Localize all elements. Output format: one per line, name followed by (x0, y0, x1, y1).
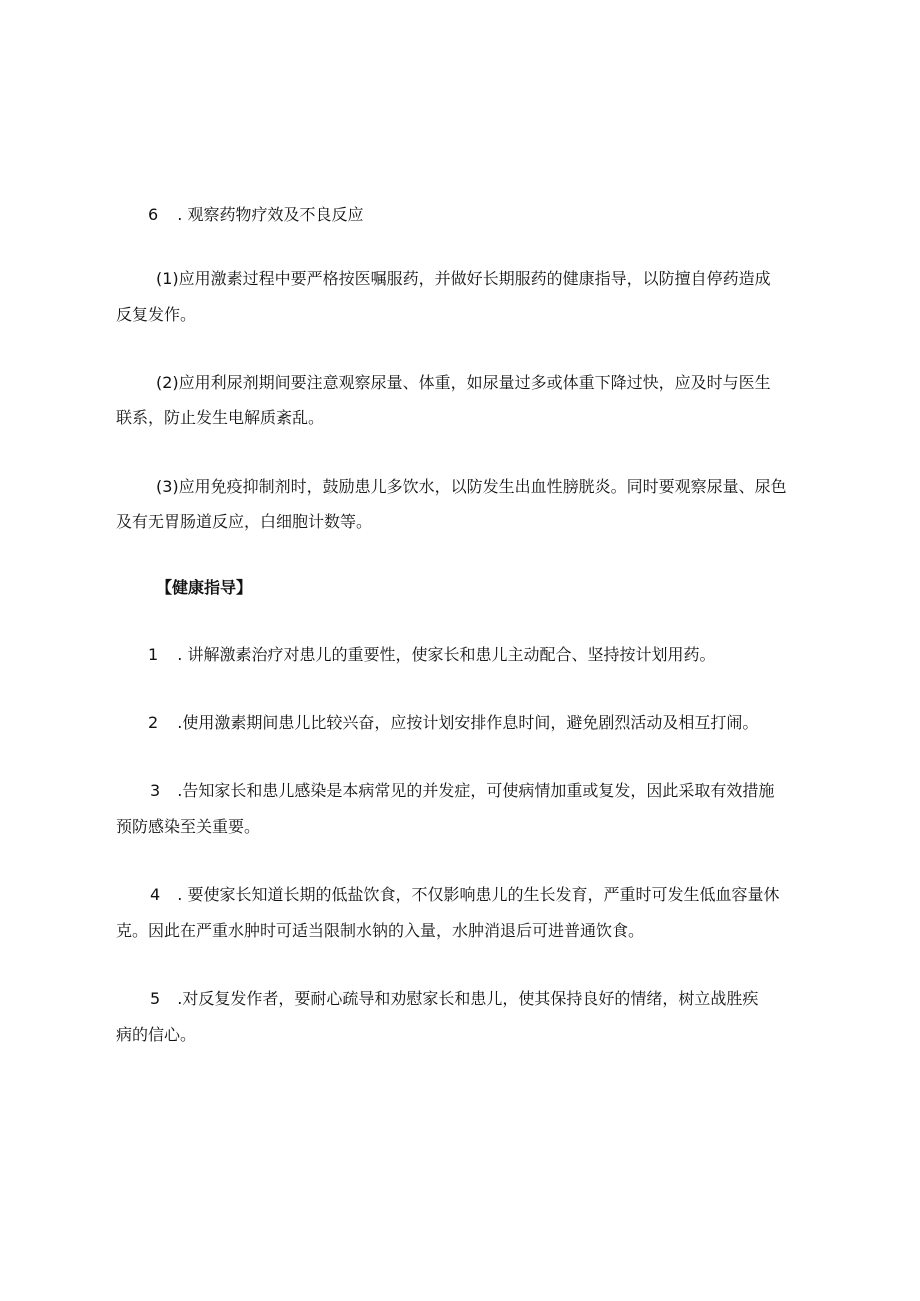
section6-item-3-line2: 及有无胃肠道反应，白细胞计数等。 (116, 512, 373, 531)
health-item-text: .使用激素期间患儿比较兴奋，应按计划安排作息时间，避免剧烈活动及相互打闹。 (177, 713, 759, 732)
health-item-number: 5 (150, 989, 161, 1008)
health-item-text: . 讲解激素治疗对患儿的重要性，使家长和患儿主动配合、坚持按计划用药。 (177, 645, 716, 664)
section6-item-3-line1: (3)应用免疫抑制剂时，鼓励患儿多饮水，以防发生出血性膀胱炎。同时要观察尿量、尿色 (156, 477, 787, 496)
health-guidance-heading: 【健康指导】 (156, 578, 253, 597)
health-item-4 (150, 885, 779, 905)
health-item-number: 2 (148, 713, 159, 732)
section-title: . 观察药物疗效及不良反应 (177, 205, 364, 224)
health-item-1 (148, 645, 715, 665)
health-item-2 (148, 713, 758, 733)
health-item-number: 3 (150, 781, 161, 800)
health-item-number: 1 (148, 645, 159, 664)
health-item-text: . 要使家长知道长期的低盐饮食，不仅影响患儿的生长发育，严重时可发生低血容量休 (177, 885, 780, 904)
health-item-5-line2: 病的信心。 (116, 1025, 197, 1044)
health-item-4-line2: 克。因此在严重水肿时可适当限制水钠的入量，水肿消退后可进普通饮食。 (116, 921, 645, 940)
health-item-3 (150, 781, 774, 801)
section6-item-2-line2: 联系，防止发生电解质紊乱。 (116, 408, 325, 427)
section6-item-1-line1: (1)应用激素过程中要严格按医嘱服药，并做好长期服药的健康指导，以防擅自停药造成 (156, 269, 771, 288)
section6-item-1-line2: 反复发作。 (116, 305, 197, 324)
health-item-5 (150, 989, 758, 1009)
health-item-text: .告知家长和患儿感染是本病常见的并发症，可使病情加重或复发，因此采取有效措施 (177, 781, 775, 800)
section-6-heading (148, 205, 363, 225)
section-number: 6 (148, 205, 159, 224)
health-item-3-line2: 预防感染至关重要。 (116, 817, 261, 836)
health-item-number: 4 (150, 885, 161, 904)
section6-item-2-line1: (2)应用利尿剂期间要注意观察尿量、体重，如尿量过多或体重下降过快，应及时与医生 (156, 373, 771, 392)
health-item-text: .对反复发作者，要耐心疏导和劝慰家长和患儿，使其保持良好的情绪，树立战胜疾 (177, 989, 759, 1008)
